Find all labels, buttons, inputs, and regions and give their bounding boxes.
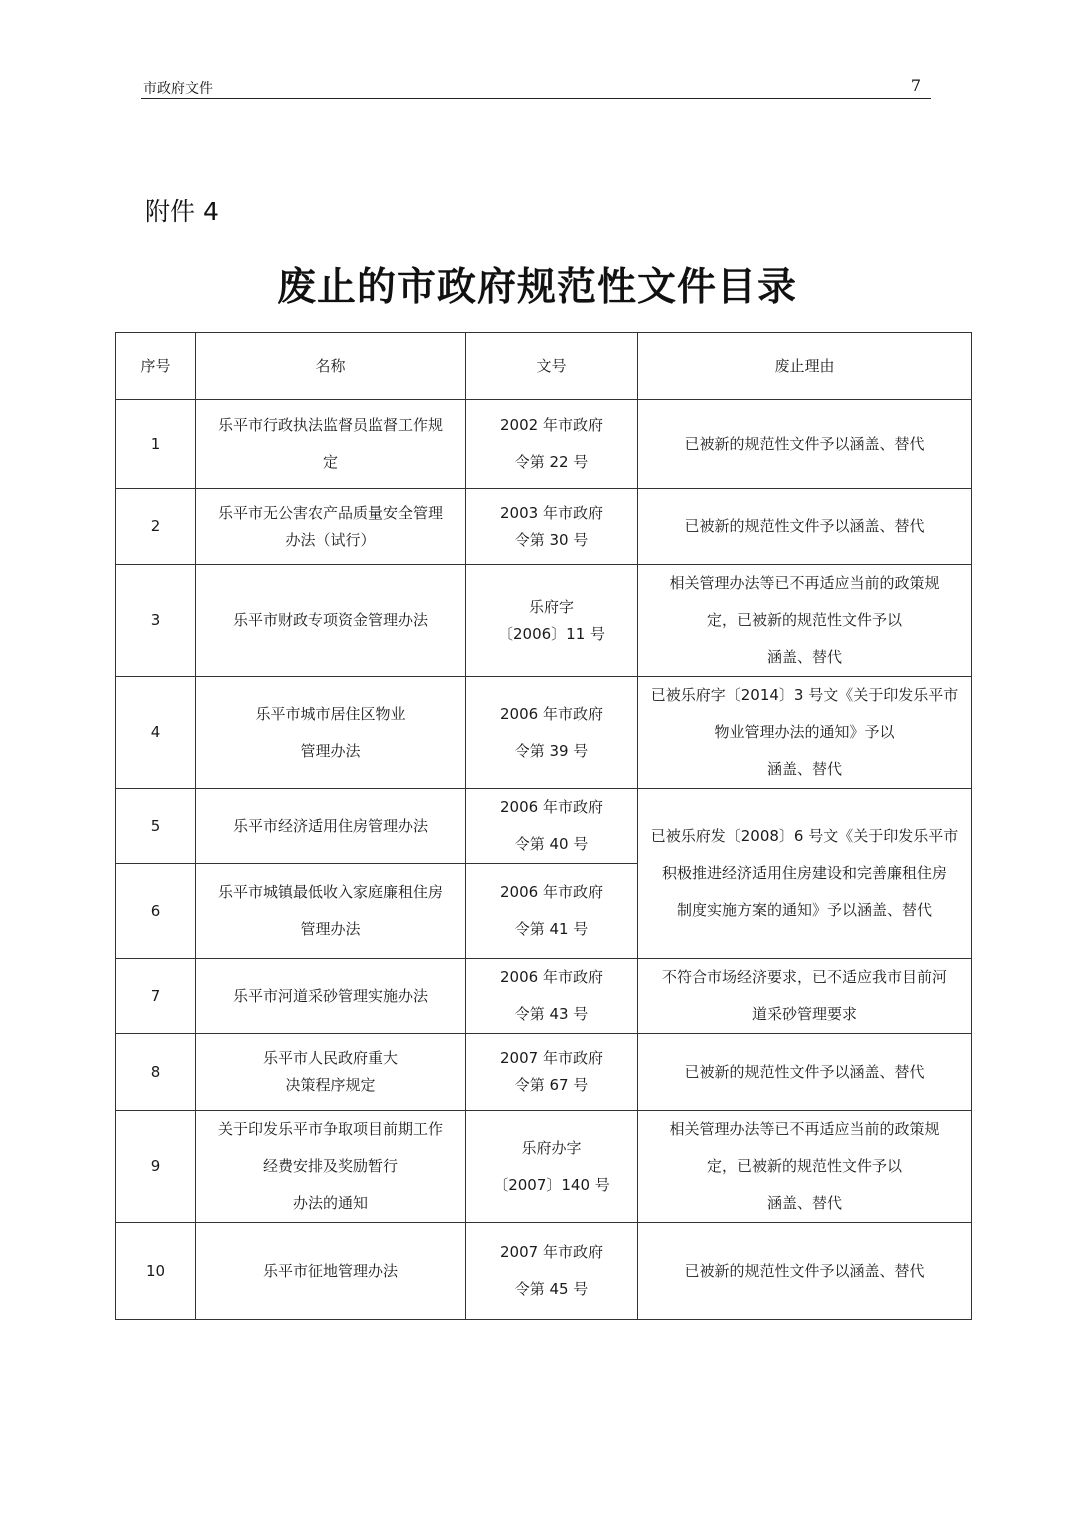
header-label: 市政府文件 bbox=[143, 81, 213, 97]
row-number: 3 bbox=[116, 565, 196, 677]
column-header-reason: 废止理由 bbox=[638, 333, 972, 400]
page-header bbox=[141, 78, 931, 99]
abolish-reason: 已被新的规范性文件予以涵盖、替代 bbox=[638, 1223, 972, 1320]
document-number: 2006 年市政府 令第 43 号 bbox=[466, 959, 638, 1034]
table-row bbox=[116, 400, 972, 489]
document-number: 乐府办字 〔2007〕140 号 bbox=[466, 1111, 638, 1223]
attachment-label: 附件 4 bbox=[145, 197, 219, 226]
row-number: 10 bbox=[116, 1223, 196, 1320]
column-header-doc: 文号 bbox=[466, 333, 638, 400]
table-row bbox=[116, 1223, 972, 1320]
row-number: 6 bbox=[116, 864, 196, 959]
document-name: 乐平市城市居住区物业 管理办法 bbox=[196, 677, 466, 789]
page-number: 7 bbox=[910, 76, 921, 95]
abolish-reason: 不符合市场经济要求，已不适应我市目前河 道采砂管理要求 bbox=[638, 959, 972, 1034]
document-title: 废止的市政府规范性文件目录 bbox=[276, 265, 797, 310]
abolish-reason: 已被新的规范性文件予以涵盖、替代 bbox=[638, 1034, 972, 1111]
table-header-row bbox=[116, 333, 972, 400]
abolish-reason: 相关管理办法等已不再适应当前的政策规 定，已被新的规范性文件予以 涵盖、替代 bbox=[638, 1111, 972, 1223]
table-row bbox=[116, 1034, 972, 1111]
document-number: 2006 年市政府 令第 40 号 bbox=[466, 789, 638, 864]
document-number: 2006 年市政府 令第 41 号 bbox=[466, 864, 638, 959]
document-name: 乐平市无公害农产品质量安全管理 办法（试行） bbox=[196, 489, 466, 565]
row-number: 7 bbox=[116, 959, 196, 1034]
document-name: 乐平市行政执法监督员监督工作规 定 bbox=[196, 400, 466, 489]
row-number: 5 bbox=[116, 789, 196, 864]
document-name: 关于印发乐平市争取项目前期工作 经费安排及奖励暂行 办法的通知 bbox=[196, 1111, 466, 1223]
document-name: 乐平市城镇最低收入家庭廉租住房 管理办法 bbox=[196, 864, 466, 959]
abolish-reason: 已被乐府发〔2008〕6 号文《关于印发乐平市 积极推进经济适用住房建设和完善廉租住房 制度实施方案的通知》予以涵盖、替代 bbox=[638, 789, 972, 959]
document-name: 乐平市财政专项资金管理办法 bbox=[196, 565, 466, 677]
table-row bbox=[116, 789, 972, 864]
column-header-no: 序号 bbox=[116, 333, 196, 400]
table-row bbox=[116, 1111, 972, 1223]
row-number: 9 bbox=[116, 1111, 196, 1223]
row-number: 4 bbox=[116, 677, 196, 789]
document-number: 2007 年市政府 令第 45 号 bbox=[466, 1223, 638, 1320]
document-number: 2007 年市政府 令第 67 号 bbox=[466, 1034, 638, 1111]
abolish-reason: 相关管理办法等已不再适应当前的政策规 定，已被新的规范性文件予以 涵盖、替代 bbox=[638, 565, 972, 677]
table-row bbox=[116, 489, 972, 565]
abolish-reason: 已被新的规范性文件予以涵盖、替代 bbox=[638, 400, 972, 489]
row-number: 8 bbox=[116, 1034, 196, 1111]
document-number: 乐府字 〔2006〕11 号 bbox=[466, 565, 638, 677]
row-number: 1 bbox=[116, 400, 196, 489]
abolish-reason: 已被新的规范性文件予以涵盖、替代 bbox=[638, 489, 972, 565]
document-name: 乐平市人民政府重大 决策程序规定 bbox=[196, 1034, 466, 1111]
table-row bbox=[116, 677, 972, 789]
document-number: 2006 年市政府 令第 39 号 bbox=[466, 677, 638, 789]
document-name: 乐平市经济适用住房管理办法 bbox=[196, 789, 466, 864]
table-row bbox=[116, 959, 972, 1034]
column-header-name: 名称 bbox=[196, 333, 466, 400]
document-name: 乐平市河道采砂管理实施办法 bbox=[196, 959, 466, 1034]
abolished-documents-table bbox=[115, 332, 972, 1320]
abolish-reason: 已被乐府字〔2014〕3 号文《关于印发乐平市 物业管理办法的通知》予以 涵盖、替代 bbox=[638, 677, 972, 789]
document-number: 2003 年市政府 令第 30 号 bbox=[466, 489, 638, 565]
row-number: 2 bbox=[116, 489, 196, 565]
document-number: 2002 年市政府 令第 22 号 bbox=[466, 400, 638, 489]
document-name: 乐平市征地管理办法 bbox=[196, 1223, 466, 1320]
table-row bbox=[116, 565, 972, 677]
